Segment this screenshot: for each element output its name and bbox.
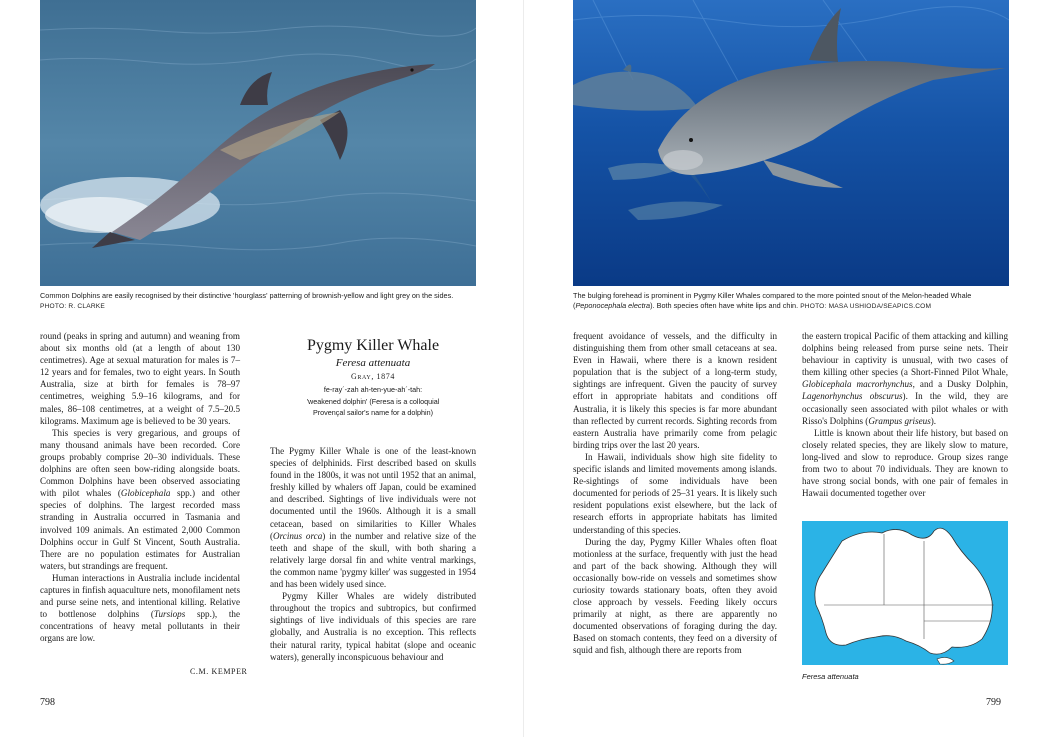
pronunciation: fe-ray´-zah ah-ten-yue-ah´-tah: <box>323 385 423 394</box>
paragraph: Pygmy Killer Whales are widely distributed throughout the tropics and subtropics, but confirmed sightings of live individuals of this species are rare globally, and Australia is no exception. This reflects their natural rarity, typical habitat (slope and oceanic waters), generally inconspicuous behaviour and <box>270 591 476 662</box>
left-column-2 <box>270 445 476 663</box>
right-column-2 <box>802 330 1008 499</box>
author-signature: C.M. KEMPER <box>190 667 248 676</box>
photo-caption-left <box>40 291 480 312</box>
name-meaning: Provençal sailor's name for a dolphin) <box>312 408 434 417</box>
paragraph: frequent avoidance of vessels, and the difficulty in distinguishing them from other small cetaceans at sea. Even in Hawaii, where there is a known resident population that is the subject of a long-term study, sightings are infrequent. Given the paucity of survey effort in appropriate habitats and conditions off Australia, it is likely this species is far more abundant than reflected by current records. Sighting records from eastern Australia have primarily come from pelagic birding trips over the last 20 years. <box>573 331 777 450</box>
paragraph: The Pygmy Killer Whale is one of the least-known species of delphinids. First described based on skulls found in the 1800s, it was not until 1952 that an animal, freshly killed by whalers off Japan, could be examined and described. Sightings of live individuals were not documented until the 1960s. Although it is a small cetacean, based on similarities to Killer Whales (Orcinus orca) in the number and relative size of the teeth and shape of the skull, with both sharing a relatively large dorsal fin and white ventral markings, the common name 'pygmy killer' was suggested in 1954 and has been widely used since. <box>270 446 476 590</box>
species-title: Pygmy Killer Whale <box>306 337 440 354</box>
authority: Gray, 1874 <box>351 372 395 381</box>
photo-credit: PHOTO: MASA USHIODA/SEAPICS.COM <box>800 303 932 310</box>
page-number: 798 <box>40 697 55 708</box>
page-number: 799 <box>986 697 1001 708</box>
paragraph: In Hawaii, individuals show high site fidelity to specific islands and limited movements among islands. Re-sightings of some individuals have been documented for periods of 25–31 years. It is likely such resident populations exist elsewhere, but the lack of research efforts in appropriate habitats has limited understanding of this species. <box>573 451 777 535</box>
right-page <box>524 0 1049 737</box>
common-dolphin-photo <box>40 0 476 286</box>
map-caption: Feresa attenuata <box>802 672 859 681</box>
paragraph: Little is known about their life history, but based on closely related species, they are likely slow to mature, long-lived and slow to reproduce. Group sizes range from two to about 70 individuals. They are known to have strong social bonds, with one pair of females in Hawaii documented together over <box>802 427 1008 499</box>
photo-caption-right: The bulging forehead is prominent in Pygmy Killer Whales compared to the more pointed snout of the Melon-headed Whale (Peponocephala electra). Both species often have white lips and chin. PHOTO: MASA USHIODA/SEAPICS.COM <box>573 291 972 310</box>
right-column-1 <box>573 330 777 657</box>
paragraph: round (peaks in spring and autumn) and weaning from about six months old (at a length of about 130 centimetres). Age at sexual maturation for males is 7–12 years and for females, two to eight years. In South Australia, size at birth for females is 78–97 centimetres, weighing 5.9–16 kilograms, and for males, 86–108 centimetres, at a weight of 7.5–20.5 kilograms. Maximum age is believed to be 30 years. <box>40 331 240 426</box>
distribution-map <box>802 521 1008 665</box>
paragraph: This species is very gregarious, and groups of many thousand animals have been recorded. Core groups probably comprise 20–30 individuals. These dolphins are often seen bow-riding alongside boats. Common Dolphins have been observed associating with pilot whales (Globicephala spp.) and other species of dolphins. The largest recorded mass stranding in Australia occurred in Tasmania and involved 109 animals. An estimated 2,000 Common Dolphins occur in Gulf St Vincent, South Australia. There are no population estimates for Australian waters, but strandings are frequent. <box>40 427 240 571</box>
photo-credit: PHOTO: R. CLARKE <box>40 303 106 310</box>
paragraph: the eastern tropical Pacific of them attacking and killing dolphins being released from purse seine nets. Their behaviour in captivity is unusual, with two cases of them killing other species (a Short-Finned Pilot Whale, Globicephala macrorhynchus, and a Dusky Dolphin, Lagenorhynchus obscurus). In the wild, they are occasionally seen associated with pilot whales or with Risso's Dolphins (Grampus griseus). <box>802 331 1008 426</box>
left-page <box>0 0 524 737</box>
scientific-name: Feresa attenuata <box>335 357 411 369</box>
left-column-1 <box>40 330 240 644</box>
paragraph: Human interactions in Australia include incidental captures in finfish aquaculture nets, monofilament nets and purse seine nets, and intentional killing. Relative to bottlenose dolphins (Tursiops spp.), the concentrations of heavy metal pollutants in their organs are low. <box>40 572 240 644</box>
pygmy-killer-whale-photo <box>573 0 1009 286</box>
paragraph: During the day, Pygmy Killer Whales often float motionless at the surface, frequently with just the head and part of the back showing. Although they will occasionally bow-ride on vessels and sometimes show curiosity towards stationary boats, often they avoid close approach by vessels. Feeding likely occurs primarily at night, as there are apparently no documented observations of foraging during the day. Based on stomach contents, they feed on a diversity of squid and fish, although there are reports from <box>573 536 777 656</box>
name-meaning: 'weakened dolphin' (Feresa is a colloquial <box>306 396 440 406</box>
species-header <box>270 336 476 419</box>
caption-text: Common Dolphins are easily recognised by their distinctive 'hourglass' patterning of brownish-yellow and light grey on the sides. <box>40 291 454 300</box>
